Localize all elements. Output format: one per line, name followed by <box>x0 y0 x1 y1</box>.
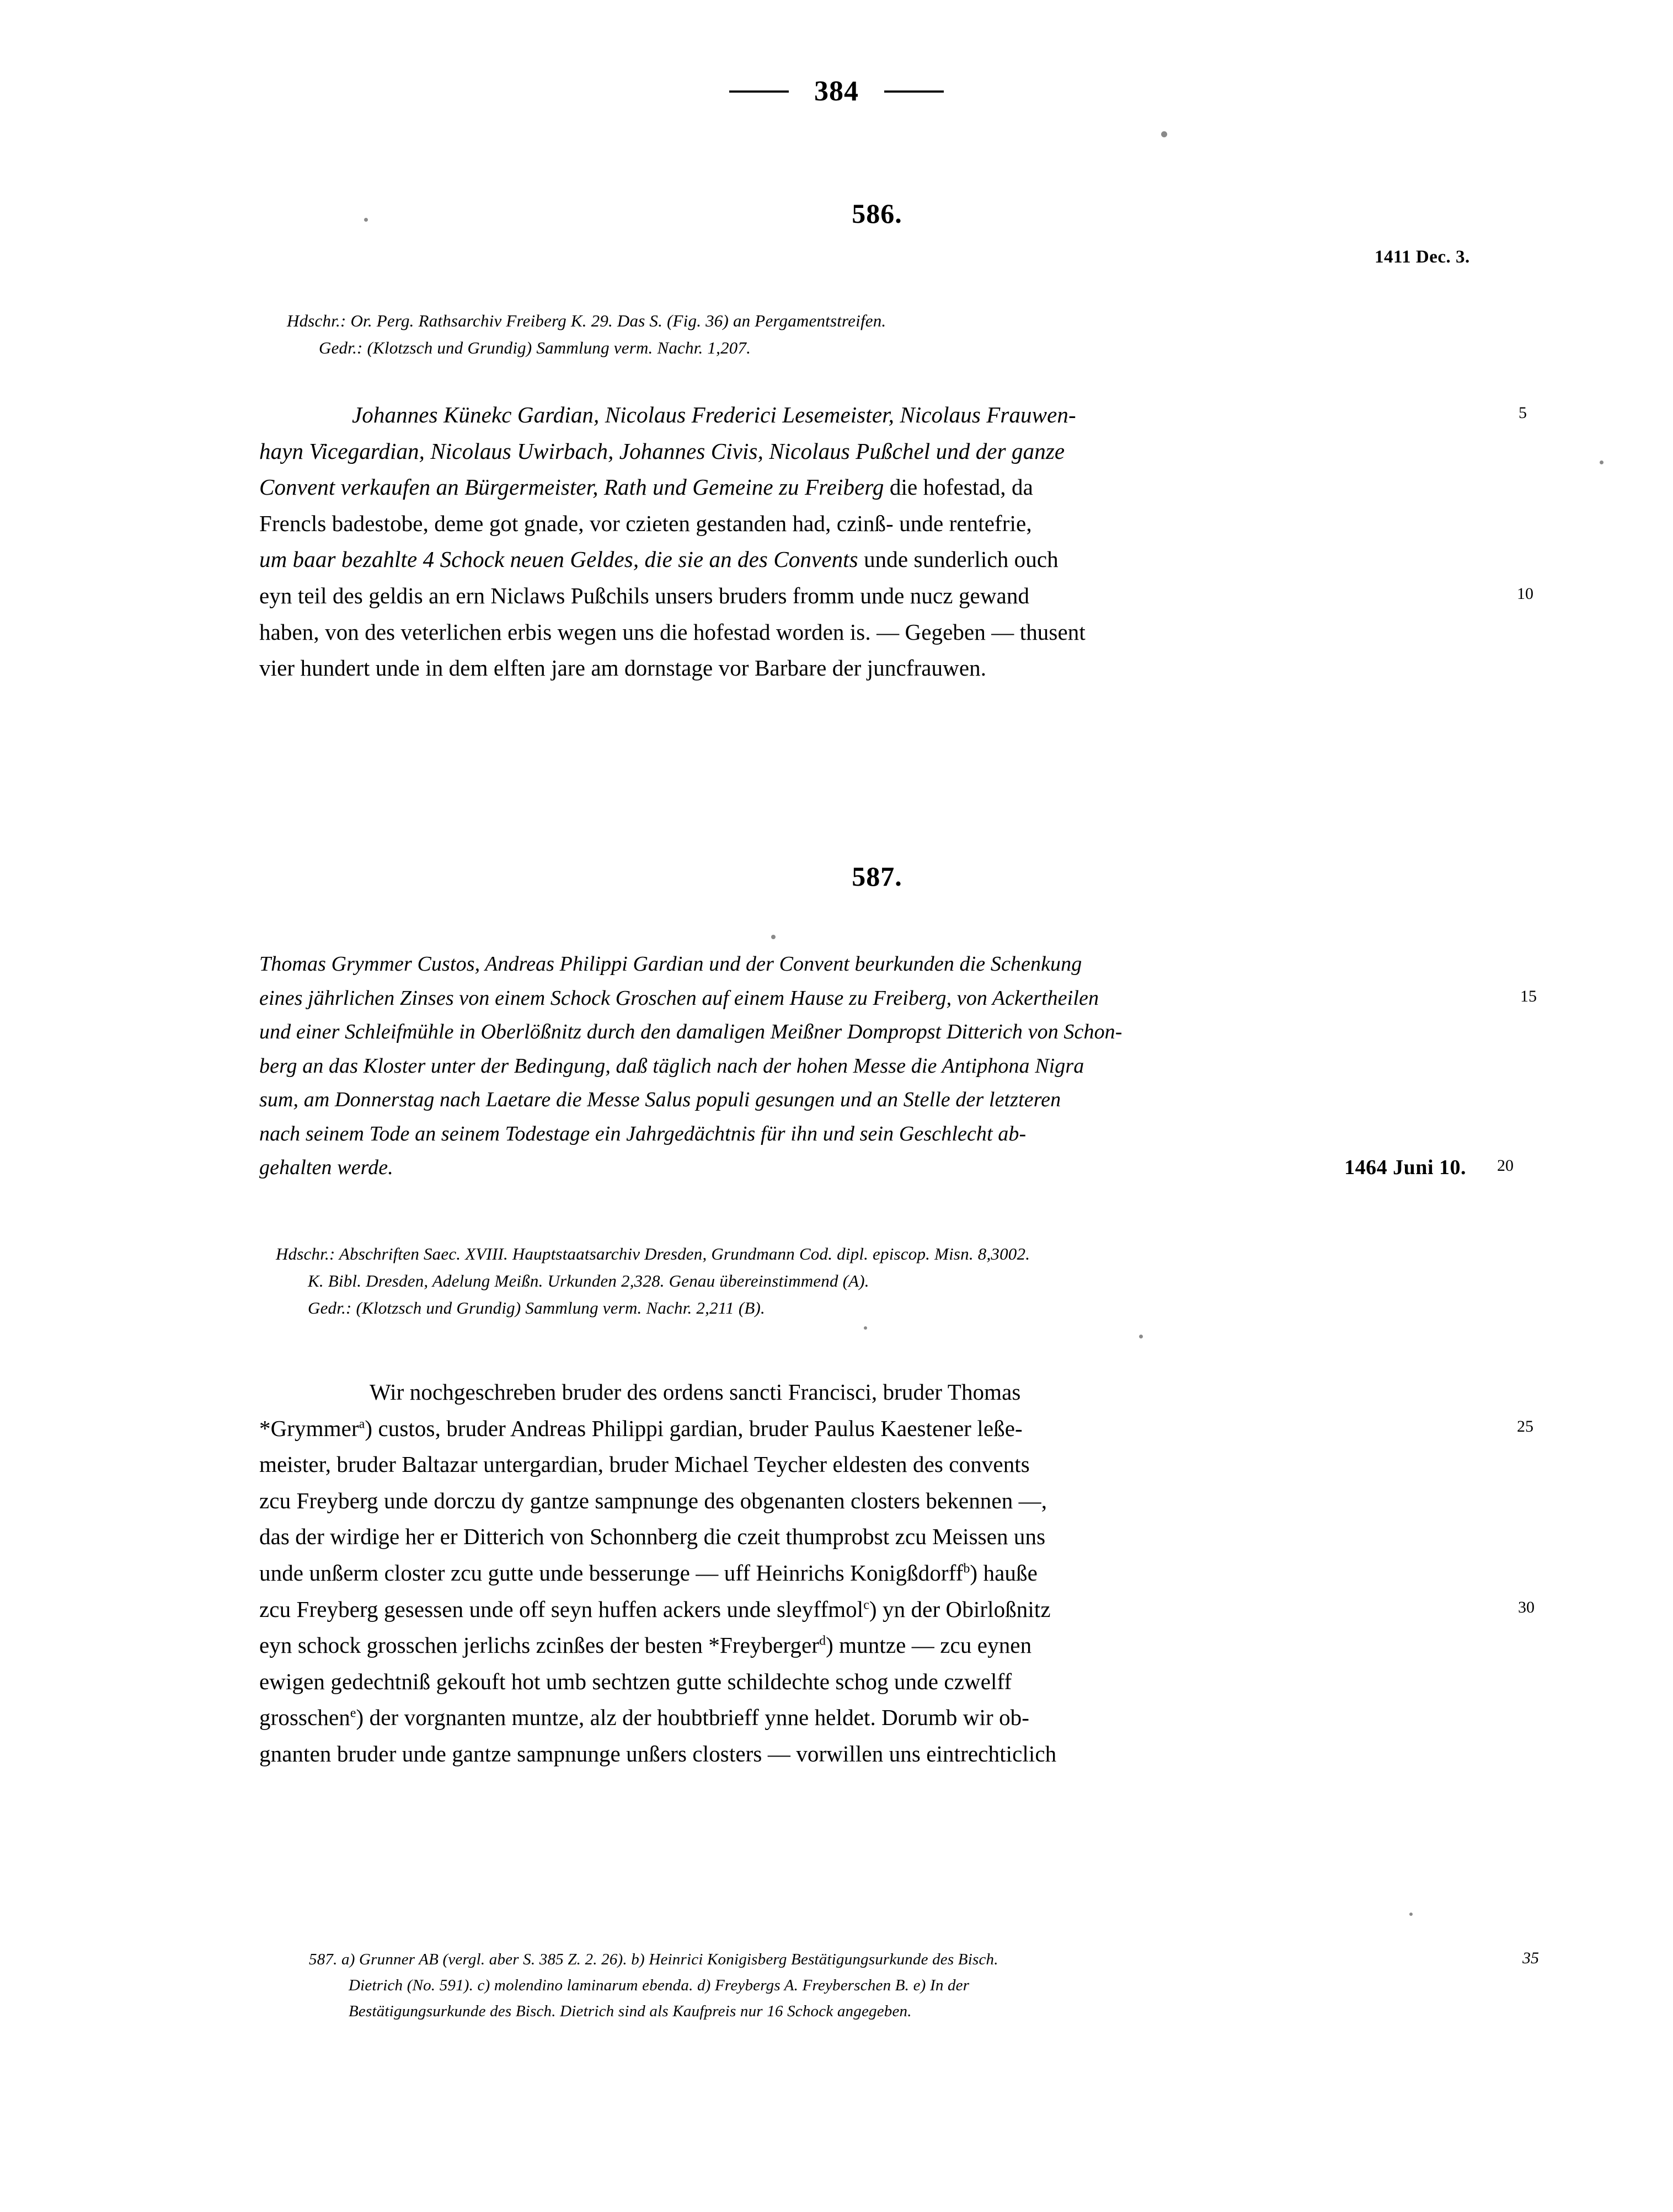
line-segment: gehalten werde. <box>259 1156 393 1180</box>
apparatus-line: Gedr.: (Klotzsch und Grundig) Sammlung verm. Nachr. 2,211 (B). <box>308 1298 765 1317</box>
regest-line <box>259 1117 1506 1151</box>
line-segment: und einer Schleifmühle in Oberlößnitz durch den damaligen Meißner Dompropst Ditterich von Schon- <box>259 1020 1123 1044</box>
text-line <box>259 1592 1535 1628</box>
regest-line <box>259 947 1506 982</box>
footnote-line-text: 587. a) Grunner AB (vergl. aber S. 385 Z. 2. 26). b) Heinrici Konigisberg Bestätigungsurkunde des Bisch. <box>309 1951 998 1968</box>
regest-line <box>259 982 1537 1016</box>
text-line <box>259 1483 1500 1519</box>
line-segment: ) custos, bruder Andreas Philippi gardian, bruder Paulus Kaestener leße- <box>365 1415 1023 1441</box>
scan-speck <box>1409 1913 1413 1916</box>
text-line <box>259 1447 1500 1483</box>
line-segment: hayn Vicegardian, Nicolaus Uwirbach, Johannes Civis, Nicolaus Pußchel und der ganze <box>259 438 1065 464</box>
line-segment: haben, von des veterlichen erbis wegen uns die hofestad worden is. — Gegeben — thusent <box>259 619 1086 645</box>
footnote-line <box>309 1947 1539 1973</box>
margin-line-number: 20 <box>1497 1156 1514 1175</box>
doc-586-apparatus <box>287 308 1500 362</box>
text-line <box>259 469 1500 506</box>
line-segment: um baar bezahlte 4 Schock neuen Geldes, die sie an des Convents <box>259 547 864 572</box>
line-segment: Johannes Künekc Gardian, Nicolaus Frederici Lesemeister, Nicolaus Frauwen- <box>352 402 1076 427</box>
apparatus-line: Hdschr.: Abschriften Saec. XVIII. Hauptstaatsarchiv Dresden, Grundmann Cod. dipl. episcop. Misn. 8,3002. <box>276 1244 1030 1263</box>
line-segment: ) hauße <box>970 1560 1038 1586</box>
margin-line-number: 10 <box>1517 584 1533 603</box>
footnote-line: Bestätigungsurkunde des Bisch. Dietrich sind als Kaufpreis nur 16 Schock angegeben. <box>349 2002 912 2020</box>
apparatus-line: Hdschr.: Or. Perg. Rathsarchiv Freiberg K. 29. Das S. (Fig. 36) an Pergamentstreifen. <box>287 311 886 330</box>
scan-speck <box>771 935 776 939</box>
margin-line-number: 25 <box>1517 1417 1533 1436</box>
footnote-block <box>309 1947 1539 2024</box>
line-segment: unde unßerm closter zcu gutte unde besserunge — uff Heinrichs Konigßdorff <box>259 1560 964 1586</box>
doc-586-text <box>259 397 1533 687</box>
footnote-marker-d: d <box>819 1633 826 1648</box>
scan-speck <box>1139 1335 1143 1338</box>
line-segment: ) der vorgnanten muntze, alz der houbtbrieff ynne heldet. Dorumb wir ob- <box>356 1705 1030 1731</box>
line-segment: *Grymmer <box>259 1415 359 1441</box>
doc-587-text <box>259 1374 1535 1772</box>
line-segment: gnanten bruder unde gantze sampnunge unßers closters — vorwillen uns eintrechticlich <box>259 1740 1057 1766</box>
line-segment: Thomas Grymmer Custos, Andreas Philippi Gardian und der Convent beurkunden die Schenkung <box>259 952 1082 976</box>
footnote-marker-c: c <box>863 1597 869 1612</box>
margin-line-number: 15 <box>1520 987 1537 1005</box>
text-line <box>259 650 1500 687</box>
page-number: 384 <box>814 76 859 107</box>
footnote-line: Dietrich (No. 591). c) molendino laminarum ebenda. d) Freybergs A. Freyberschen B. e) In der <box>349 1976 970 1994</box>
line-segment: unde sunderlich ouch <box>864 547 1059 572</box>
header-rule-right <box>884 90 944 93</box>
line-segment: zcu Freyberg gesessen unde off seyn huffen ackers unde sleyffmol <box>259 1596 864 1622</box>
line-segment: ) yn der Obirloßnitz <box>869 1596 1051 1622</box>
doc-586-number-wrap <box>259 197 1495 229</box>
line-segment: ewigen gedechtniß gekouft hot umb sechtzen gutte schildechte schog unde czwelff <box>259 1668 1012 1694</box>
apparatus-line: Gedr.: (Klotzsch und Grundig) Sammlung verm. Nachr. 1,207. <box>319 338 751 357</box>
text-line <box>259 506 1500 542</box>
regest-line <box>259 1015 1506 1049</box>
doc-586-date: 1411 Dec. 3. <box>1375 247 1470 267</box>
margin-line-number: 30 <box>1518 1598 1535 1616</box>
text-line <box>259 1555 1500 1592</box>
line-segment: Frencls badestobe, deme got gnade, vor czieten gestanden had, czinß- unde rentefrie, <box>259 510 1032 536</box>
line-segment: eyn schock grosschen jerlichs zcinßes der besten *Freyberger <box>259 1632 820 1658</box>
scan-speck <box>864 1326 867 1330</box>
doc-586-number: 586. <box>852 198 902 229</box>
line-segment: meister, bruder Baltazar untergardian, bruder Michael Teycher eldesten des convents <box>259 1452 1030 1477</box>
line-segment: Wir nochgeschreben bruder des ordens sancti Francisci, bruder Thomas <box>370 1379 1021 1405</box>
doc-587-number: 587. <box>852 861 902 892</box>
line-segment: ) muntze — zcu eynen <box>826 1632 1032 1658</box>
line-segment: grosschen <box>259 1705 350 1731</box>
line-segment: Convent verkaufen an Bürgermeister, Rath und Gemeine zu Freiberg <box>259 474 890 500</box>
running-head <box>0 77 1673 106</box>
line-segment: das der wirdige her er Ditterich von Schonnberg die czeit thumprobst zcu Meissen uns <box>259 1524 1046 1550</box>
apparatus-line: K. Bibl. Dresden, Adelung Meißn. Urkunden 2,328. Genau übereinstimmend (A). <box>308 1271 869 1290</box>
text-line <box>259 614 1500 651</box>
text-line <box>259 1700 1500 1736</box>
scan-speck <box>1161 131 1167 137</box>
line-segment: die hofestad, da <box>889 474 1033 500</box>
regest-line <box>259 1049 1506 1084</box>
text-line <box>259 1627 1500 1664</box>
scan-speck <box>364 218 368 222</box>
line-segment: eines jährlichen Zinses von einem Schock Groschen auf einem Hause zu Freiberg, von Ackertheilen <box>259 986 1099 1010</box>
footnote-marker-a: a <box>359 1416 365 1431</box>
footnote-marker-b: b <box>963 1561 970 1576</box>
regest-line <box>259 1151 1514 1185</box>
text-line <box>259 542 1500 578</box>
line-segment: sum, am Donnerstag nach Laetare die Messe Salus populi gesungen und an Stelle der letzteren <box>259 1088 1061 1112</box>
regest-line <box>259 1083 1506 1117</box>
scan-speck <box>1600 460 1603 464</box>
header-rule-left <box>729 90 789 93</box>
line-segment: berg an das Kloster unter der Bedingung, daß täglich nach der hohen Messe die Antiphona Nigra <box>259 1054 1084 1078</box>
text-line <box>259 1736 1500 1772</box>
doc-587-regest <box>259 947 1537 1185</box>
text-line <box>259 397 1527 433</box>
text-line <box>259 1374 1500 1411</box>
text-line <box>259 1519 1500 1555</box>
text-line <box>259 1411 1533 1447</box>
footnote-marker-e: e <box>350 1706 356 1721</box>
line-segment: nach seinem Tode an seinem Todestage ein Jahrgedächtnis für ihn und sein Geschlecht ab- <box>259 1122 1027 1145</box>
doc-587-number-wrap <box>259 860 1495 892</box>
text-line <box>259 578 1533 614</box>
text-line <box>259 433 1500 470</box>
margin-line-number: 5 <box>1519 404 1527 422</box>
margin-line-number: 35 <box>1522 1949 1539 1967</box>
line-segment: zcu Freyberg unde dorczu dy gantze sampnunge des obgenanten closters bekennen —, <box>259 1487 1047 1513</box>
line-segment: eyn teil des geldis an ern Niclaws Pußchils unsers bruders fromm unde nucz gewand <box>259 582 1030 608</box>
line-segment: vier hundert unde in dem elften jare am dornstage vor Barbare der juncfrauwen. <box>259 655 987 681</box>
text-line <box>259 1664 1500 1700</box>
doc-587-apparatus <box>276 1241 1506 1322</box>
doc-587-date: 1464 Juni 10. <box>1344 1156 1466 1180</box>
